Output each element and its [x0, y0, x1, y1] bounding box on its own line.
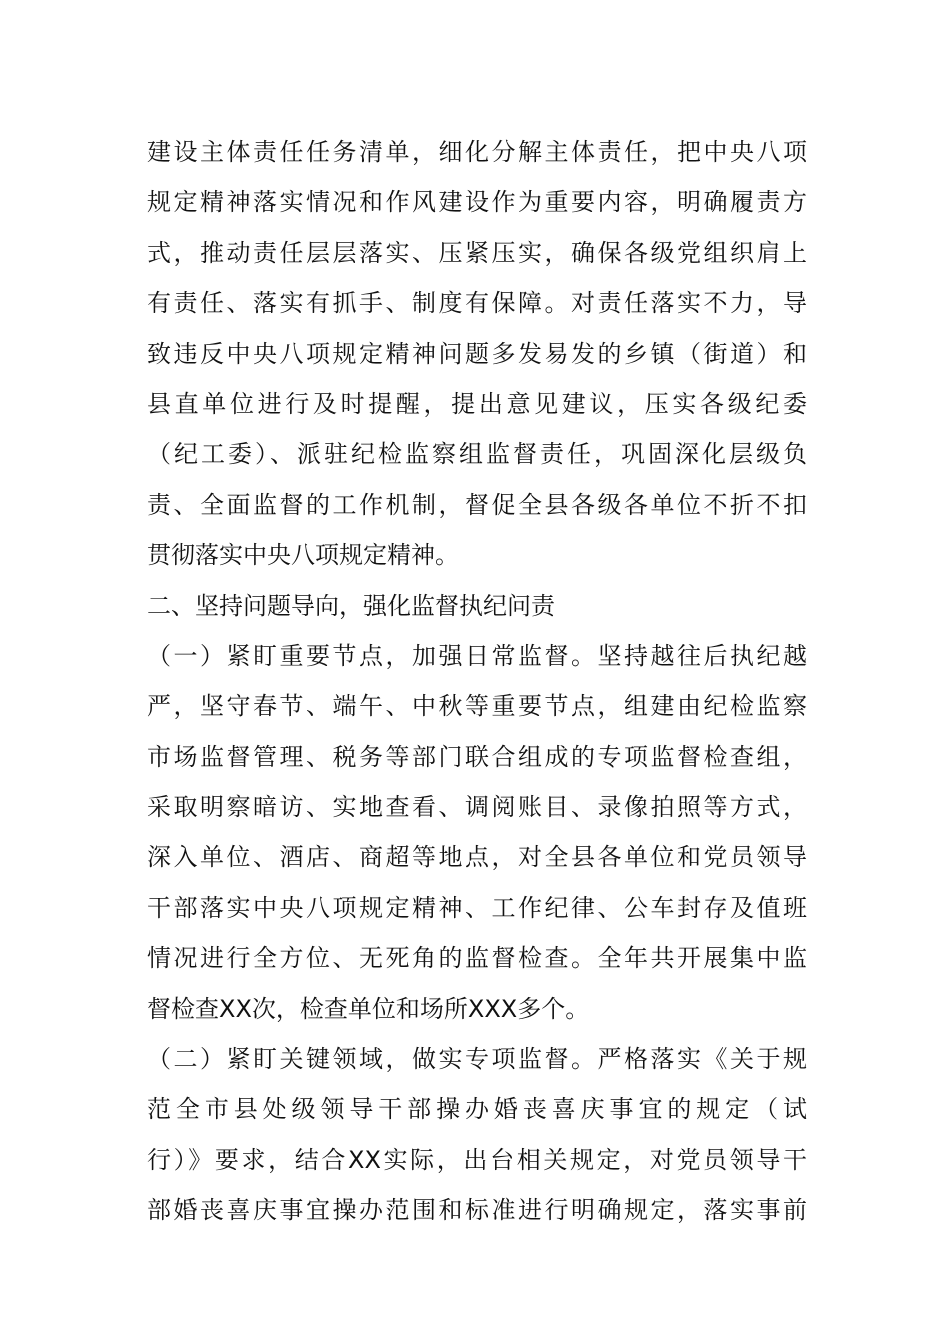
text-line: 市场监督管理、税务等部门联合组成的专项监督检查组，: [147, 742, 807, 771]
text-line: 行）》要求，结合XX实际，出台相关规定，对党员领导干: [147, 1145, 807, 1174]
paragraph-end-line: 督检查XX次，检查单位和场所XXX多个。: [147, 994, 590, 1023]
text-line: 致违反中央八项规定精神问题多发易发的乡镇（街道）和: [147, 339, 807, 368]
text-line: 式，推动责任层层落实、压紧压实，确保各级党组织肩上: [147, 238, 807, 267]
text-line: 有责任、落实有抓手、制度有保障。对责任落实不力，导: [147, 289, 807, 318]
text-line: 规定精神落实情况和作风建设作为重要内容，明确履责方: [147, 188, 807, 217]
text-line: 深入单位、酒店、商超等地点，对全县各单位和党员领导: [147, 843, 807, 872]
text-line: （纪工委）、派驻纪检监察组监督责任，巩固深化层级负: [147, 440, 807, 469]
text-line: 县直单位进行及时提醒，提出意见建议，压实各级纪委: [147, 389, 807, 418]
text-line: 范全市县处级领导干部操办婚丧喜庆事宜的规定（试: [147, 1095, 807, 1124]
text-line: 严，坚守春节、端午、中秋等重要节点，组建由纪检监察: [147, 692, 807, 721]
document-body: [147, 127, 807, 1236]
text-line: （一）紧盯重要节点，加强日常监督。坚持越往后执纪越: [147, 641, 807, 670]
text-line: 干部落实中央八项规定精神、工作纪律、公车封存及值班: [147, 893, 807, 922]
section-heading: 二、坚持问题导向，强化监督执纪问责: [147, 591, 555, 620]
text-line: 采取明察暗访、实地查看、调阅账目、录像拍照等方式，: [147, 793, 807, 822]
text-line: （二）紧盯关键领域，做实专项监督。严格落实《关于规: [147, 1045, 807, 1074]
text-line: 部婚丧喜庆事宜操办范围和标准进行明确规定，落实事前: [147, 1196, 807, 1225]
text-line: 建设主体责任任务清单，细化分解主体责任，把中央八项: [147, 138, 807, 166]
text-line: 责、全面监督的工作机制，督促全县各级各单位不折不扣: [147, 490, 807, 519]
paragraph-end-line: 贯彻落实中央八项规定精神。: [147, 541, 459, 570]
text-line: 情况进行全方位、无死角的监督检查。全年共开展集中监: [147, 944, 807, 973]
